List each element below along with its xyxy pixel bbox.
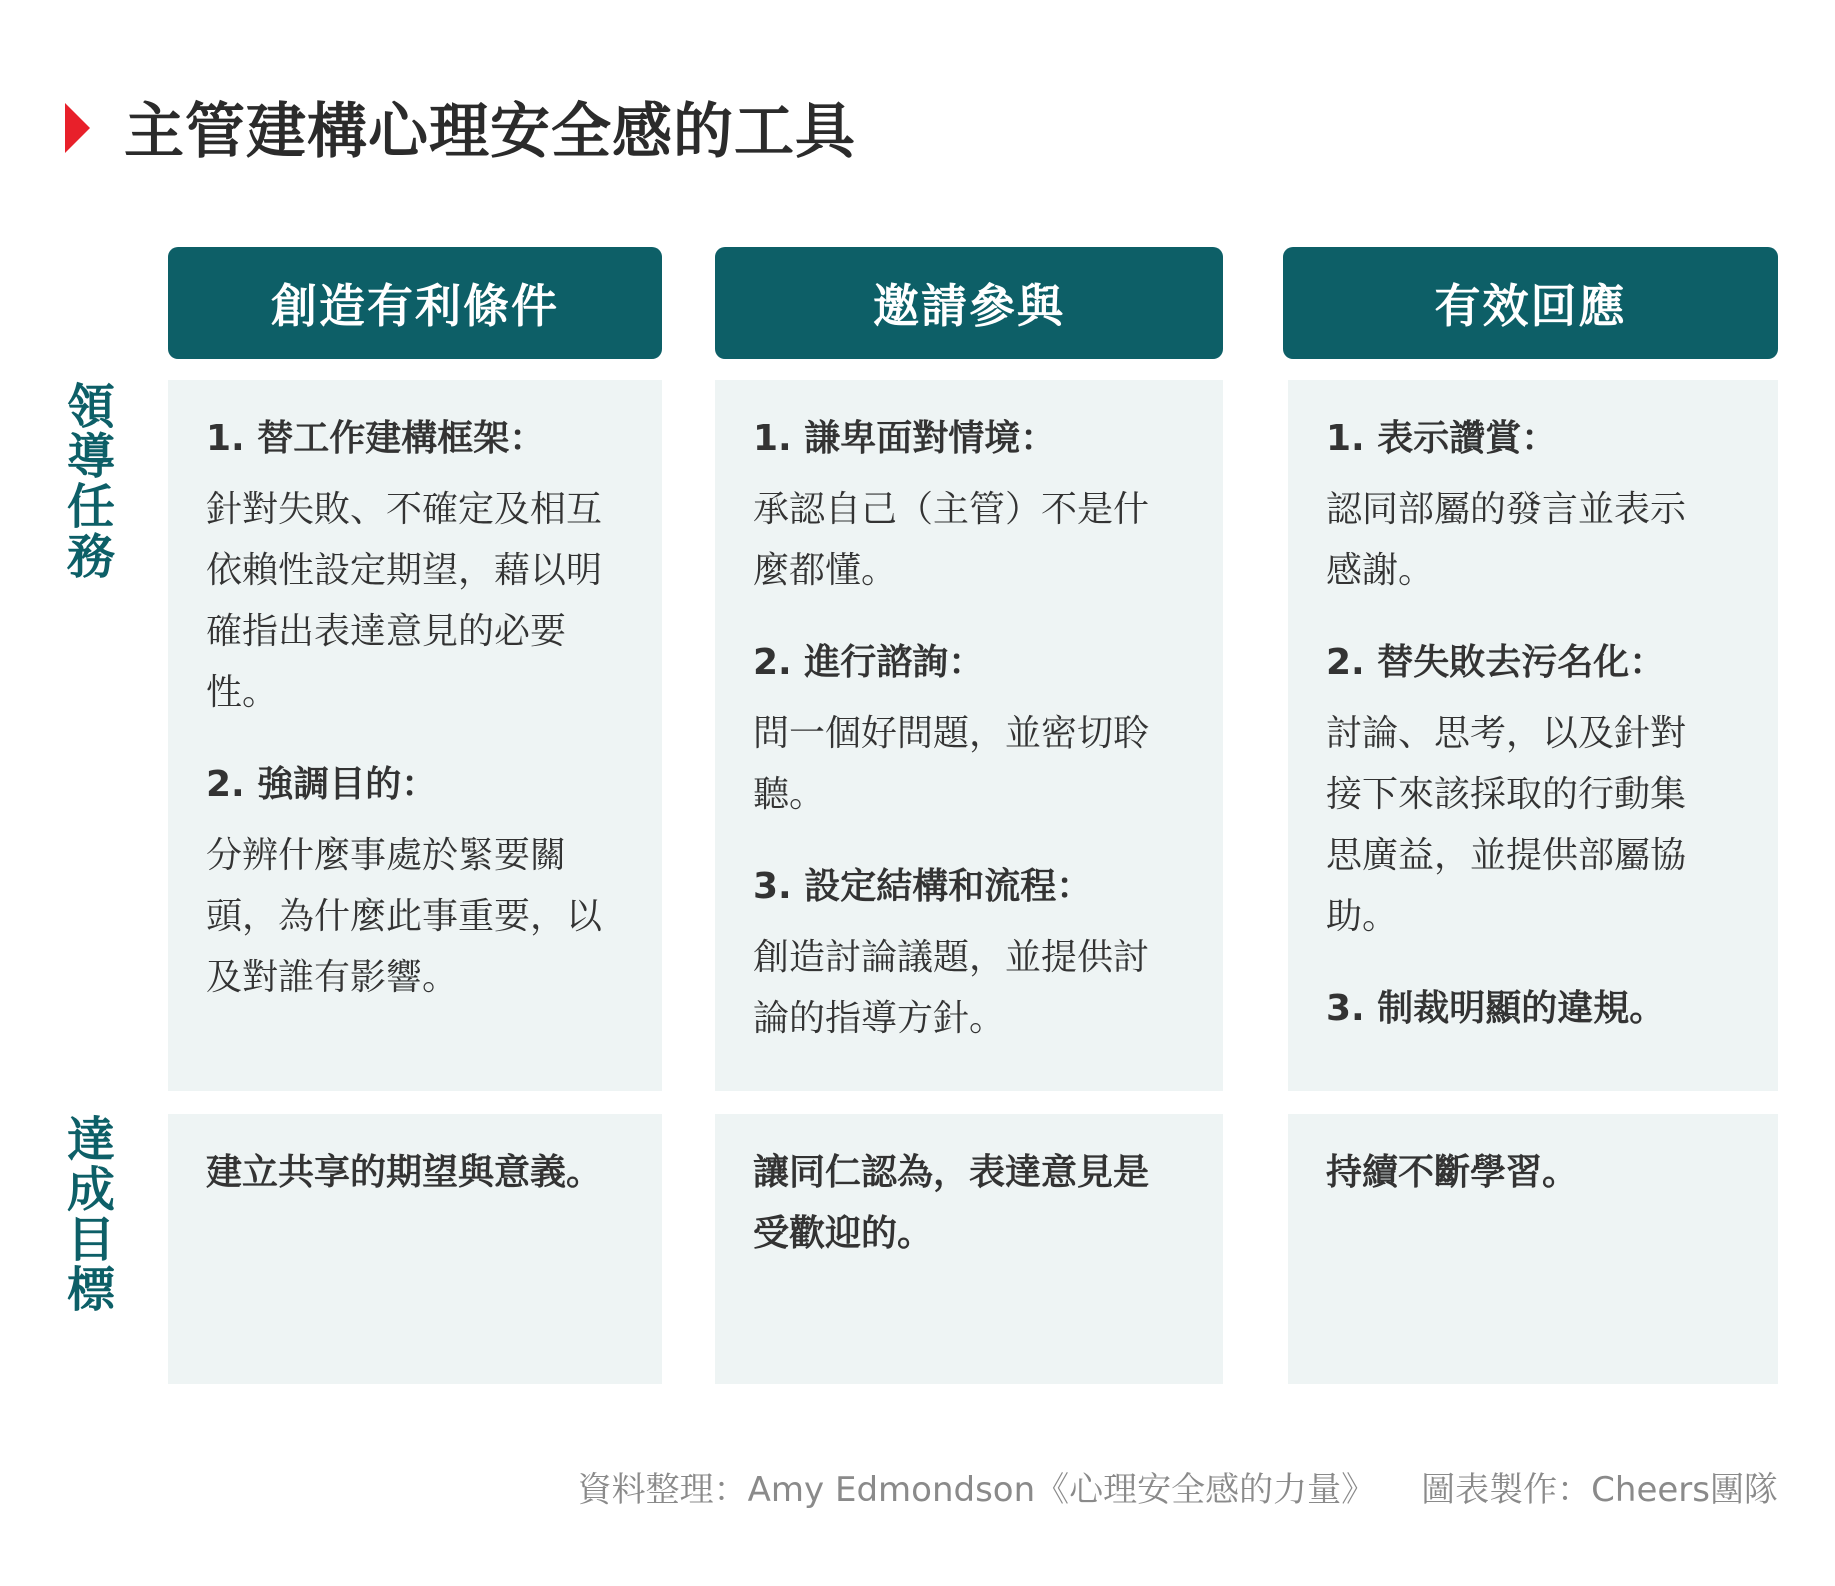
task-text-line: 依賴性設定期望，藉以明 [206,550,603,591]
task-text-line: 接下來該採取的行動集 [1326,774,1687,815]
task-heading: 1. 替工作建構框架： [206,418,546,459]
source-note: 資料整理：Amy Edmondson《心理安全感的力量》 [577,1470,1376,1510]
task-section [753,856,1223,1049]
task-text-line: 麼都懂。 [753,550,898,591]
task-heading: 1. 表示讚賞： [1326,418,1558,459]
page-title: 主管建構心理安全感的工具 [124,97,856,167]
task-text-line: 性。 [206,672,279,713]
goal-cell-1 [168,1114,662,1384]
row-label-char: 務 [66,529,115,585]
task-text-line: 頭，為什麼此事重要，以 [206,896,603,937]
task-section [1326,408,1778,601]
goal-cell-2 [715,1114,1223,1384]
task-text-line: 論的指導方針。 [753,998,1006,1039]
tasks-cell-2 [715,380,1223,1091]
task-text-line: 聽。 [753,774,826,815]
task-heading: 2. 替失敗去污名化： [1326,642,1666,683]
tasks-cell-1 [168,380,662,1091]
task-text-line: 助。 [1326,896,1399,937]
task-text-line: 及對誰有影響。 [206,957,459,998]
footer [578,1462,1778,1511]
task-text-line: 思廣益，並提供部屬協 [1326,835,1687,876]
task-text-line: 確指出表達意見的必要 [206,611,567,652]
credit-note: 圖表製作：Cheers團隊 [1421,1470,1778,1510]
tasks-cell-3 [1288,380,1778,1091]
row-label-char: 導 [66,429,115,485]
row-label-char: 任 [66,479,115,535]
task-text-line: 問一個好問題，並密切聆 [753,713,1150,754]
task-heading: 3. 制裁明顯的違規。 [1326,988,1666,1029]
column-header-3: 有效回應 [1283,247,1778,359]
task-section [753,632,1223,825]
task-heading: 2. 進行諮詢： [753,642,985,683]
title-triangle-icon [65,103,90,153]
task-text-line: 分辨什麼事處於緊要關 [206,835,567,876]
task-heading: 3. 設定結構和流程： [753,866,1093,907]
row-label-char: 領 [66,379,115,435]
goal-text-line: 讓同仁認為，表達意見是 [753,1152,1150,1193]
goal-text-line: 持續不斷學習。 [1326,1152,1579,1193]
row-label-char: 標 [66,1262,115,1318]
task-text-line: 創造討論議題，並提供討 [753,937,1150,978]
task-section [1326,978,1778,1039]
goal-text-line: 建立共享的期望與意義。 [206,1152,603,1193]
column-header-2: 邀請參與 [715,247,1223,359]
task-heading: 2. 強調目的： [206,764,438,805]
task-text-line: 承認自己（主管）不是什 [753,489,1150,530]
row-label-tasks [64,379,118,585]
row-label-char: 目 [66,1212,115,1268]
task-text-line: 感謝。 [1326,550,1435,591]
task-section [206,754,662,1008]
task-heading: 1. 謙卑面對情境： [753,418,1057,459]
row-label-char: 成 [66,1162,115,1218]
task-section [206,408,662,723]
goal-text-line: 受歡迎的。 [753,1213,934,1254]
task-text-line: 針對失敗、不確定及相互 [206,489,603,530]
column-header-1: 創造有利條件 [168,247,662,359]
row-label-goals [64,1112,118,1318]
row-label-char: 達 [66,1112,115,1168]
task-text-line: 認同部屬的發言並表示 [1326,489,1687,530]
task-section [1326,632,1778,947]
task-text-line: 討論、思考，以及針對 [1326,713,1687,754]
task-section [753,408,1223,601]
goal-cell-3 [1288,1114,1778,1384]
